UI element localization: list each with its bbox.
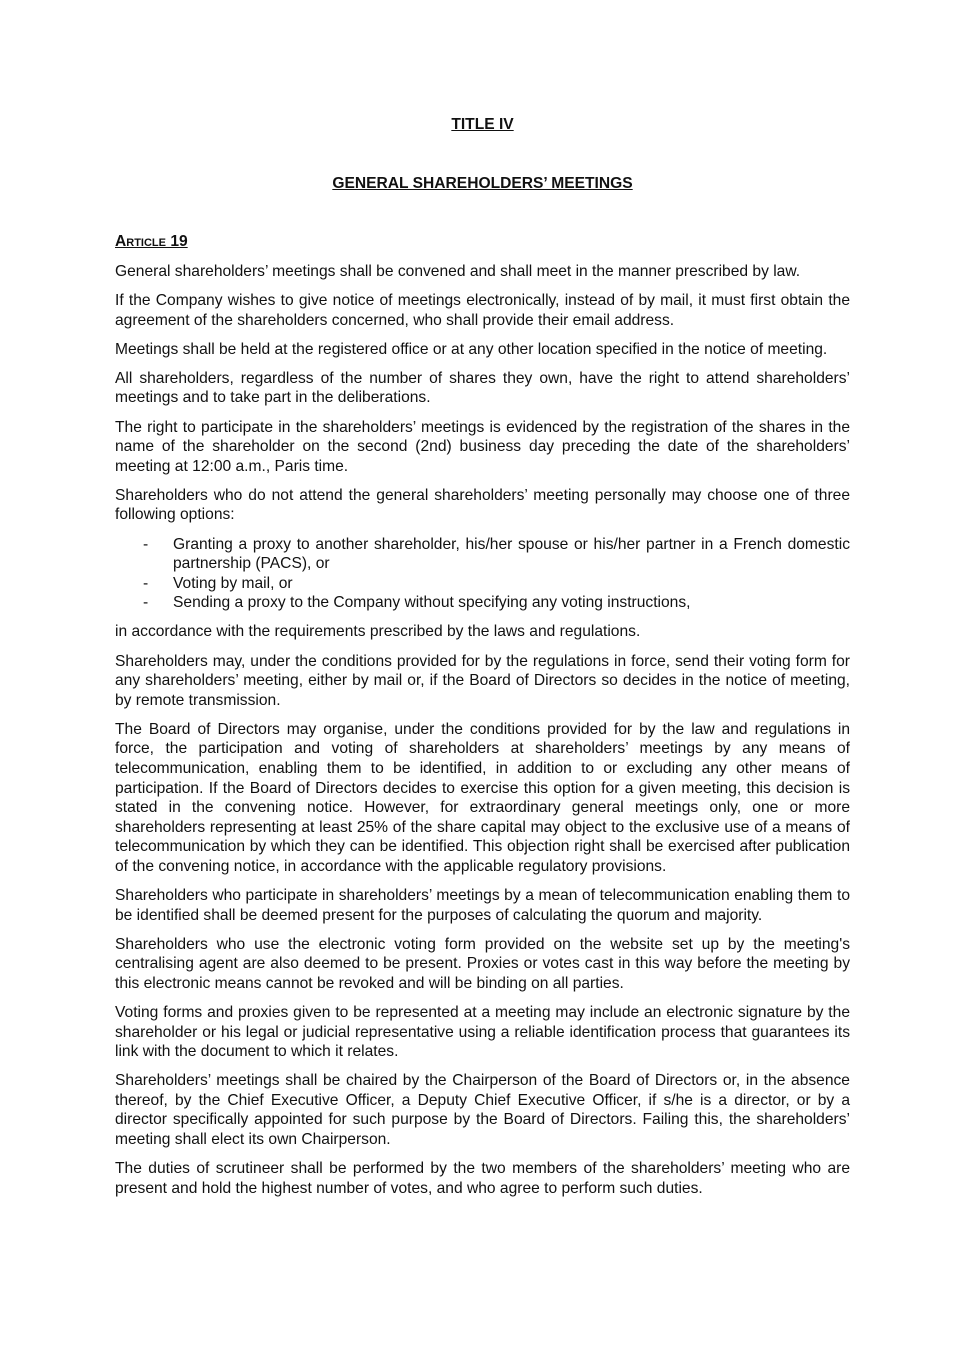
paragraph: Shareholders who use the electronic voting form provided on the website set up by the meeting's centralising agent are also deemed to be present. Proxies or votes cast in this way before the meeting by this electronic means cannot be revoked and will be binding on all parties. [115,935,850,992]
list-item [115,535,850,574]
title-heading: TITLE IV [451,116,514,133]
options-list [115,535,850,613]
paragraph: Meetings shall be held at the registered office or at any other location specified in the notice of meeting. [115,340,828,358]
paragraph: Voting forms and proxies given to be represented at a meeting may include an electronic signature by the shareholder or his legal or judicial representative using a reliable identification process that guarantees its link with the document to which it relates. [115,1004,850,1061]
list-item-text: Sending a proxy to the Company without specifying any voting instructions, [173,594,691,612]
paragraph: The Board of Directors may organise, under the conditions provided for by the law and regulations in force, the participation and voting of shareholders at shareholders’ meetings by any means of telecommunication, enabling them to be identified, in addition to or excluding any other means of participation. If the Board of Directors decides to exercise this option for a given meeting, this decision is stated in the convening notice. However, for extraordinary general meetings only, one or more shareholders representing at least 25% of the share capital may object to the exclusive use of a means of telecommunication by which they can be identified. This objection right shall be exercised after publication of the convening notice, in accordance with the applicable regulatory provisions. [115,720,850,875]
section-heading: GENERAL SHAREHOLDERS’ MEETINGS [332,175,633,192]
article-body [115,262,850,1208]
paragraph: Shareholders who do not attend the general shareholders’ meeting personally may choose one of three following options: [115,486,850,524]
list-item [115,574,850,594]
paragraph: Shareholders who participate in shareholders’ meetings by a mean of telecommunication enabling them to be identified shall be deemed present for the purposes of calculating the quorum and majority. [115,887,850,924]
paragraph: The duties of scrutineer shall be performed by the two members of the shareholders’ meeting who are present and hold the highest number of votes, and who agree to perform such duties. [115,1160,850,1197]
list-item [115,593,850,613]
paragraph: General shareholders’ meetings shall be convened and shall meet in the manner prescribed by law. [115,263,801,280]
list-dash: - [143,574,149,592]
paragraph: Shareholders’ meetings shall be chaired by the Chairperson of the Board of Directors or, in the absence thereof, by the Chief Executive Officer, a Deputy Chief Executive Officer, if s/he is a director, or by a director specifically appointed for such purpose by the Board of Directors. Failing this, the shareholders’ meeting shall elect its own Chairperson. [115,1072,850,1149]
paragraph: The right to participate in the shareholders’ meetings is evidenced by the registration of the shares in the name of the shareholder on the second (2nd) business day preceding the date of the shareholders’ meeting at 12:00 a.m., Paris time. [115,418,850,475]
paragraph: If the Company wishes to give notice of meetings electronically, instead of by mail, it must first obtain the agreement of the shareholders concerned, who shall provide their email address. [115,292,850,329]
paragraph: All shareholders, regardless of the number of shares they own, have the right to attend shareholders’ meetings and to take part in the deliberations. [115,369,850,407]
list-dash: - [143,535,149,553]
paragraph: in accordance with the requirements prescribed by the laws and regulations. [115,623,641,641]
article-heading: Article 19 [115,233,188,250]
list-item-text: Voting by mail, or [173,574,293,592]
list-item-text: Granting a proxy to another shareholder, his/her spouse or his/her partner in a French domestic partnership (PACS), or [173,535,850,573]
paragraph: Shareholders may, under the conditions provided for by the regulations in force, send their voting form for any shareholders’ meeting, either by mail or, if the Board of Directors so decides in the notice of meeting, by remote transmission. [115,652,850,709]
list-dash: - [143,594,149,612]
